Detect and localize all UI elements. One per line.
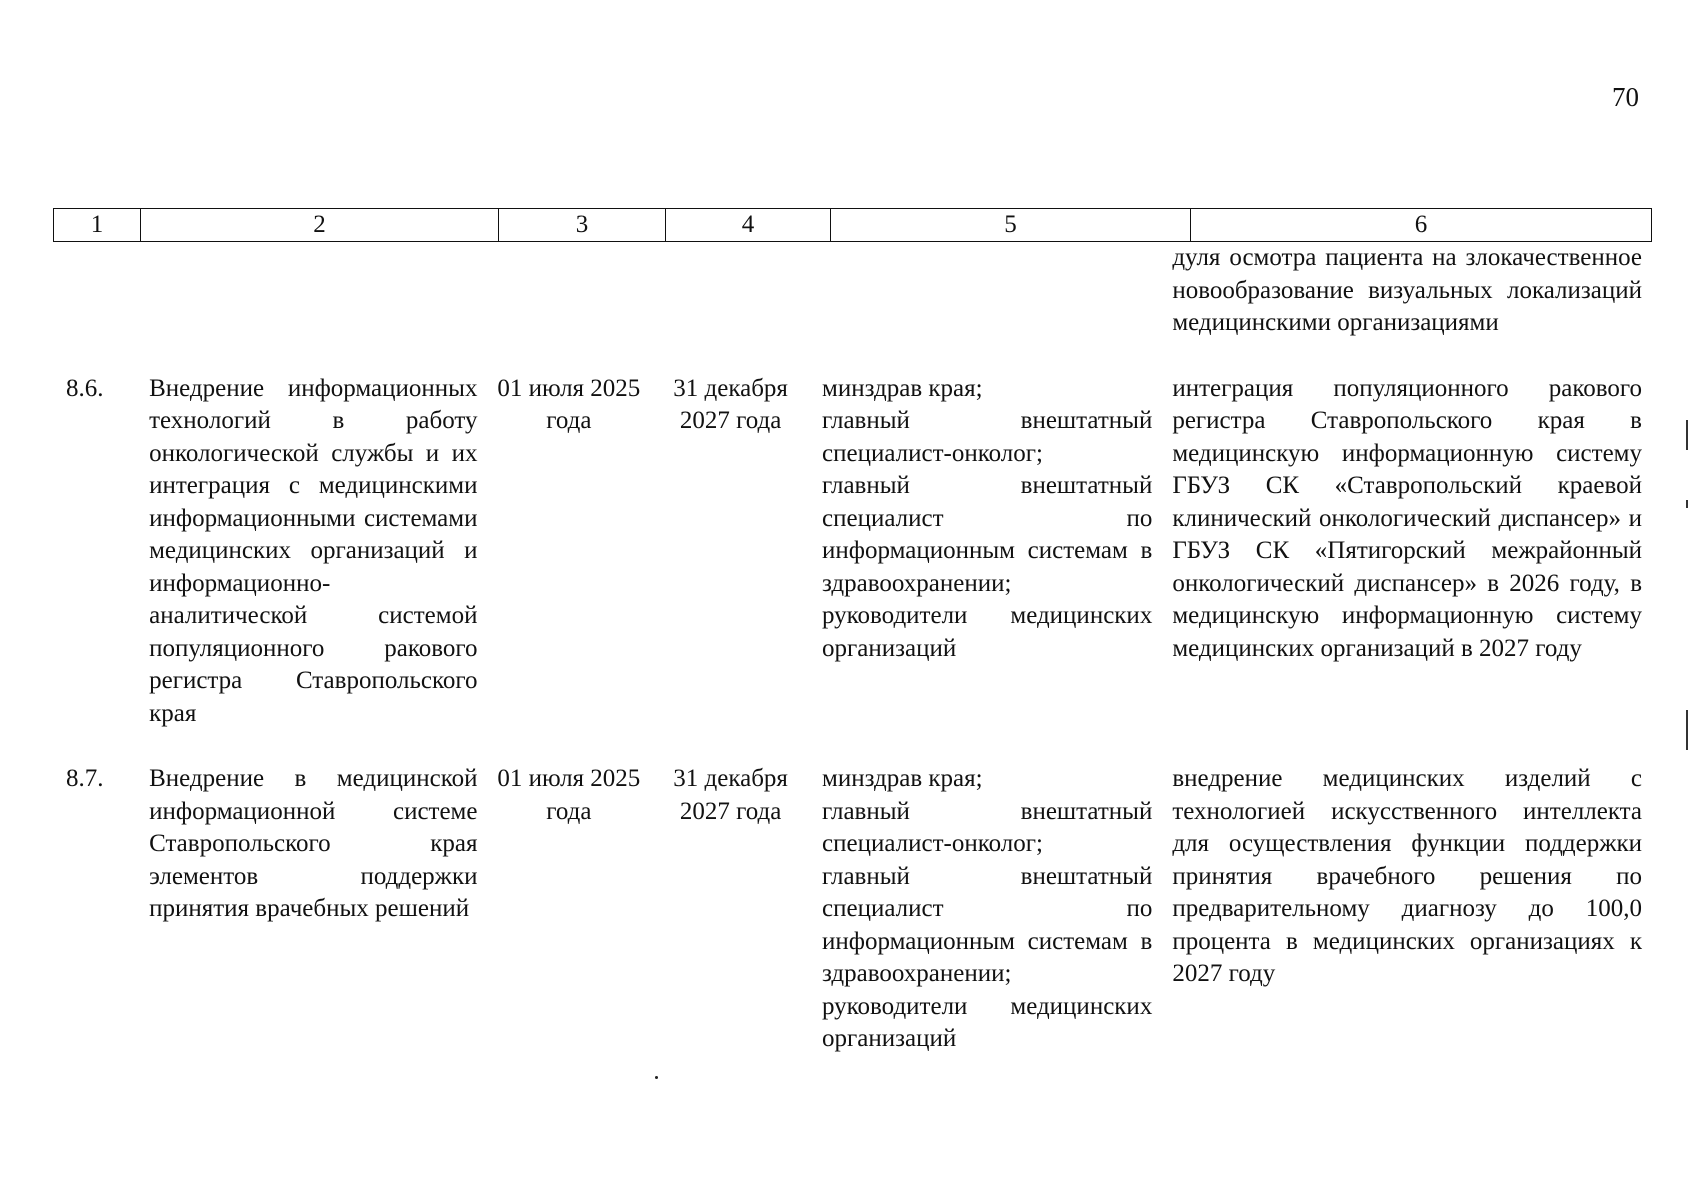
responsible-item: главный внештатный специалист по информационным системам в здравоохранении; <box>822 472 1153 597</box>
row-activity: Внедрение в медицинской информационной системе Ставропольского края элементов поддержки принятия врачебных решений <box>149 765 478 922</box>
row-start-date: 01 июля 2025 года <box>497 765 641 825</box>
responsible-item: главный внештатный специалист-онколог; <box>822 407 1153 467</box>
header-col-6: 6 <box>1414 211 1428 238</box>
scan-dot <box>655 1076 658 1079</box>
responsible-item: руководители медицинских организаций <box>822 992 1153 1052</box>
row-responsible <box>811 763 1162 1056</box>
scan-edge-mark <box>1686 420 1688 450</box>
row-result: внедрение медицинских изделий с технологией искусственного интеллекта для осуществления функции поддержки принятия врачебного решения по предварительному диагнозу до 100,0 процента в медицинских организациях к 2027 году <box>1172 765 1642 987</box>
continuation-result: дуля осмотра пациента на злокачественное новообразование визуальных локализаций медицинскими организациями <box>1172 244 1642 336</box>
table-row-continuation <box>53 242 1652 340</box>
responsible-item: руководители медицинских организаций <box>822 602 1153 662</box>
header-col-3: 3 <box>499 209 666 241</box>
header-col-2: 2 <box>141 209 499 241</box>
row-responsible <box>811 373 1162 731</box>
row-start-date: 01 июля 2025 года <box>497 374 641 434</box>
row-number: 8.7. <box>66 765 104 792</box>
row-result: интеграция популяционного ракового регистра Ставропольского края в медицинскую информационную систему ГБУЗ СК «Ставропольский краевой клинический онкологический диспансер» и ГБУЗ СК «Пятигорский межрайонный онкологический диспансер» в 2026 году, в медицинскую информационную систему медицинских организаций в 2027 году <box>1172 374 1642 662</box>
row-end-date: 31 декабря 2027 года <box>673 374 788 434</box>
header-col-1: 1 <box>54 209 141 241</box>
row-end-date: 31 декабря 2027 года <box>673 765 788 825</box>
responsible-item: главный внештатный специалист по информационным системам в здравоохранении; <box>822 862 1153 987</box>
header-col-4: 4 <box>666 209 831 241</box>
row-number: 8.6. <box>66 374 104 402</box>
header-col-5: 5 <box>831 209 1191 241</box>
table-row <box>53 763 1652 1056</box>
scan-edge-mark <box>1686 500 1688 508</box>
page-number: 70 <box>1612 82 1639 112</box>
responsible-item: главный внештатный специалист-онколог; <box>822 797 1153 857</box>
table-body <box>53 242 1652 1056</box>
table-row <box>53 373 1652 731</box>
responsible-item: минздрав края; <box>822 765 983 792</box>
responsible-item: минздрав края; <box>822 374 983 402</box>
table-header <box>53 208 1652 242</box>
scan-edge-mark <box>1686 710 1688 750</box>
row-activity: Внедрение информационных технологий в работу онкологической службы и их интеграция с медицинскими информационными системами медицинских организаций и информационно-аналитической системой популяционного ракового регистра Ставропольского края <box>149 374 478 727</box>
